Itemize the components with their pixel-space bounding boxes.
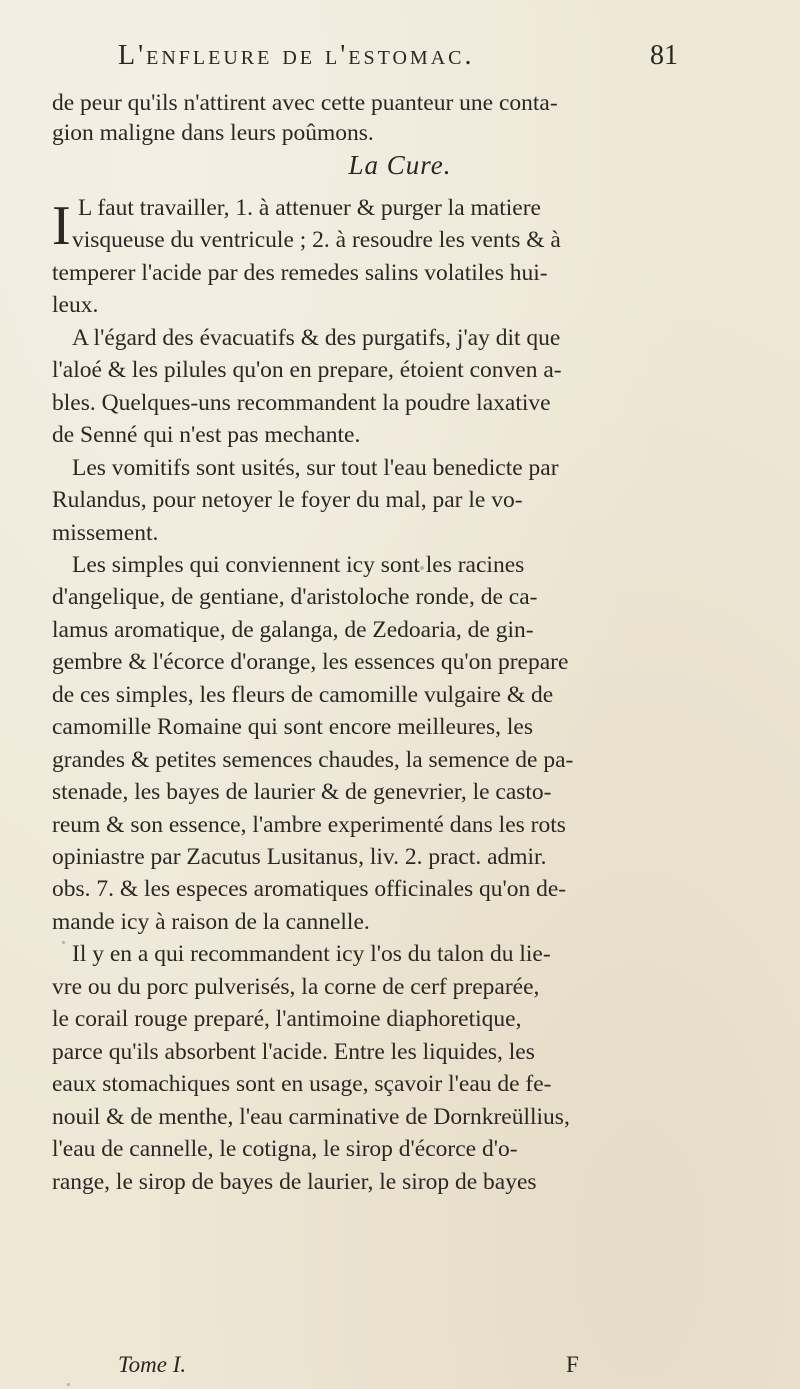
body-line: Il y en a qui recommandent icy l'os du talon du lie- [72,941,551,968]
running-title: L'enfleure de l'estomac. [118,40,475,71]
body-line: camomille Romaine qui sont encore meilleures, les [52,714,533,741]
body-line: range, le sirop de bayes de laurier, le sirop de bayes [52,1168,537,1195]
body-line: grandes & petites semences chaudes, la semence de pa- [52,746,574,773]
body-line: stenade, les bayes de laurier & de genevrier, le casto- [52,779,552,806]
body-line: temperer l'acide par des remedes salins volatiles hui- [52,259,548,286]
footer-volume: Tome I. [118,1352,187,1377]
body-line: leux. [52,292,99,319]
body-line: vre ou du porc pulverisés, la corne de cerf preparée, [52,973,540,1000]
body-line: mande icy à raison de la cannelle. [52,908,370,935]
body-line: d'angelique, de gentiane, d'aristoloche ronde, de ca- [52,584,538,611]
section-title: La Cure. [348,150,452,180]
body-line: lamus aromatique, de galanga, de Zedoaria, de gin- [52,616,534,643]
body-line: parce qu'ils absorbent l'acide. Entre les liquides, les [52,1038,535,1065]
footer-signature: F [566,1352,579,1377]
body-line: le corail rouge preparé, l'antimoine diaphoretique, [52,1006,522,1033]
intro-line: gion maligne dans leurs poûmons. [52,120,374,146]
body-line: opiniastre par Zacutus Lusitanus, liv. 2. pract. admir. [52,844,547,870]
body-line: visqueuse du ventricule ; 2. à resoudre les vents & à [72,227,561,254]
body-line: bles. Quelques-uns recommandent la poudre laxative [52,389,551,416]
body-line: missement. [52,519,159,546]
body-line: l'aloé & les pilules qu'on en prepare, étoient conven a- [52,357,562,384]
page-number: 81 [650,40,678,71]
body-line: L faut travailler, 1. à attenuer & purger la matiere [78,195,541,221]
body-line: A l'égard des évacuatifs & des purgatifs, j'ay dit que [72,324,561,351]
drop-initial: I [52,195,71,257]
intro-line: de peur qu'ils n'attirent avec cette puanteur une conta- [52,90,558,116]
ink-speck [67,1383,70,1386]
body-line: obs. 7. & les especes aromatiques officinales qu'on de- [52,876,567,903]
body-line: de Senné qui n'est pas mechante. [52,422,361,449]
running-head [118,40,678,84]
body-line: Les simples qui conviennent icy sont les racines [72,551,525,578]
body-line: gembre & l'écorce d'orange, les essences qu'on prepare [52,649,569,676]
body-line: reum & son essence, l'ambre experimenté dans les rots [52,811,566,838]
body-line: l'eau de cannelle, le cotigna, le sirop d'écorce d'o- [52,1136,518,1163]
body-line: nouil & de menthe, l'eau carminative de Dornkreüllius, [52,1103,570,1130]
ink-speck [62,941,65,944]
body-line: eaux stomachiques sont en usage, sçavoir l'eau de fe- [52,1071,552,1098]
ink-speck [420,566,424,570]
body-line: de ces simples, les fleurs de camomille vulgaire & de [52,681,554,708]
body-line: Les vomitifs sont usités, sur tout l'eau benedicte par [72,454,559,481]
body-line: Rulandus, pour netoyer le foyer du mal, par le vo- [52,487,523,514]
